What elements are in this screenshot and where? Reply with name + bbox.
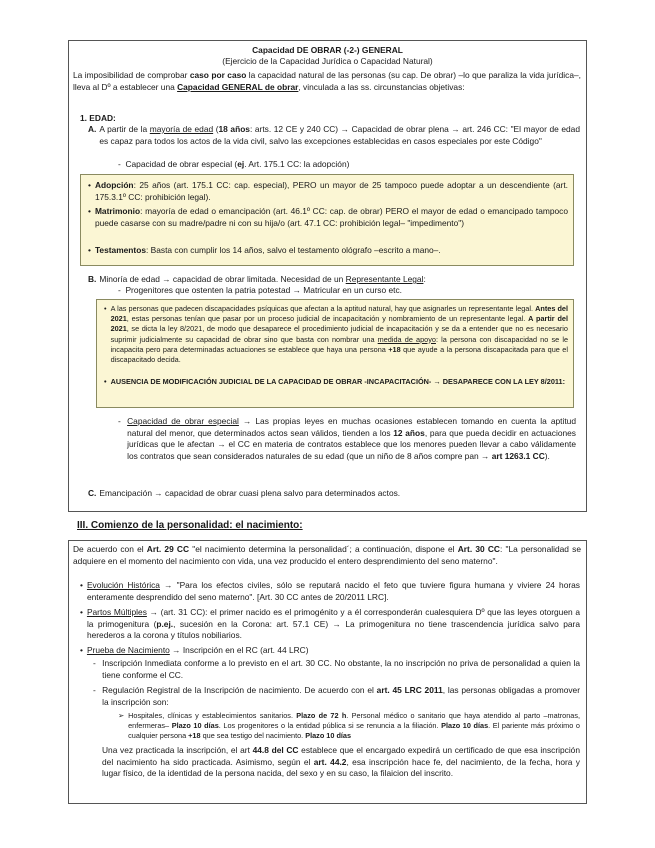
testamentos-item: • Testamentos: Basta con cumplir los 14 años, salvo el testamento ológrafo –escrito a mano–. xyxy=(88,245,441,255)
section-b: B. Minoría de edad → capacidad de obrar limitada. Necesidad de un Representante Legal: xyxy=(88,274,426,284)
section-a: A. A partir de la mayoría de edad (18 años: arts. 12 CE y 240 CC) → Capacidad de obrar plena → art. 246 CC: "El mayor de edad es capaz para todos los actos de la vida civil, salvo las excepciones establecidas en casos especiales por este Código" xyxy=(88,124,580,146)
matrimonio-item: • Matrimonio: mayoría de edad o emancipación (art. 46.1º CC: cap. de obrar) PERO el mayor de edad o emancipado tampoco puede casarse con su madre/padre ni con su hija/o (art. 47.1 CC: prohibición legal– "impedimento") xyxy=(88,206,568,228)
discapacidad-item: • A las personas que padecen discapacidades psíquicas que afectan a la aptitud natural, hay que asignarles un representante legal. Antes del 2021, estas personas tenían que pasar por un proceso judicial de incapacitación y nombramiento de un representante legal. A partir del 2021, se dicta la ley 8/2021, de modo que desaparece el procedimiento judicial de incapacitación y se da a entender que no es necesario suprimir judicialmente su capacidad de obrar sino que basta con nombrar una medida de apoyo: la persona con discapacidad no se le incapacita pero para determinadas actuaciones se establece que haya una persona +18 que ayude a la persona discapacitada para que el discapacitado decida. xyxy=(104,304,569,365)
personas-obligadas-item: ➢ Hospitales, clínicas y establecimientos sanitarios. Plazo de 72 h. Personal médico o sanitario que haya atendido al parto –matronas, enfermeras– Plazo 10 días. Los progenitores o la entidad pública si se renuncia a la filiación. Plazo 10 días. El pariente más próximo o cualquier persona +18 que sea testigo del nacimiento. Plazo 10 días xyxy=(118,711,580,741)
adopcion-item: • Adopción: 25 años (art. 175.1 CC: cap. especial), PERO un mayor de 25 tampoco puede adoptar a un descendiente (art. 175.3.1º CC: prohibición legal). xyxy=(88,180,568,202)
section-a-sub: - Capacidad de obrar especial (ej. Art. 175.1 CC: la adopción) xyxy=(118,159,350,169)
box1-title: Capacidad DE OBRAR (-2-) GENERAL xyxy=(252,45,403,55)
capacidad-especial-item: - Capacidad de obrar especial → Las propias leyes en muchas ocasiones establecen tomando en cuenta la aptitud natural del menor, que determinados actos sean válidos, tienden a los 12 años, para que pueda decidir en actuaciones jurídicas que le afectan → el CC en materia de contratos establece que los menores pueden llevar a cabo válidamente los contratos que sean considerados naturales de su edad (que un niño de 8 años compre pan → art 1263.1 CC). xyxy=(118,416,576,461)
section-c: C. Emancipación → capacidad de obrar cuasi plena salvo para determinados actos. xyxy=(88,488,401,498)
partos-item: • Partos Múltiples → (art. 31 CC): el primer nacido es el primogénito y a él corresponderán cualesquiera Dº que las leyes otorguen a la primogenitura (p.ej., sucesión en la Corona: art. 57.1 CE) → La primogenitura no tiene trascendencia jurídica salvo para herederos a la corona y títulos nobiliarios. xyxy=(80,607,581,640)
evolucion-item: • Evolución Histórica → "Para los efectos civiles, sólo se reputará nacido el feto que tuviere figura humana y viviere 24 horas enteramente desprendido del seno materno". [Art. 30 CC antes de 20/2011 LRC]. xyxy=(80,580,580,602)
regulacion-registral-item: - Regulación Registral de la Inscripción de nacimiento. De acuerdo con el art. 45 LRC 2011, las personas obligadas a promover la inscripción son: xyxy=(93,685,581,707)
ausencia-item: • AUSENCIA DE MODIFICACIÓN JUDICIAL DE LA CAPACIDAD DE OBRAR -INCAPACITACIÓN- → DESAPARECE CON LA LEY 8/2011: xyxy=(104,377,566,386)
section-iii-heading: III. Comienzo de la personalidad: el nacimiento: xyxy=(77,520,303,531)
section-b-sub: - Progenitores que ostenten la patria potestad → Matricular en un curso etc. xyxy=(118,285,402,295)
box2-intro: De acuerdo con el Art. 29 CC "el nacimiento determina la personalidad´; a continuación, dispone el Art. 30 CC: "La personalidad se adquiere en el momento del nacimiento con vida, una vez producido el entero desprendimiento del seno materno". xyxy=(73,544,581,566)
box1-intro: La imposibilidad de comprobar caso por caso la capacidad natural de las personas (su cap. De obrar) –lo que paraliza la vida jurídica–, lleva al Dº a establecer una Capacidad GENERAL de obrar, vinculada a las ss. circunstancias objetivas: xyxy=(73,70,581,92)
edad-heading: 1. EDAD: xyxy=(80,113,116,123)
certificado-paragraph: Una vez practicada la inscripción, el art 44.8 del CC establece que el encargado expedirá un certificado de que esa inscripción del nacimiento ha sido practicada. Asimismo, según el art. 44.2, esa inscripción hace fe, del nacimiento, de la fecha, hora y lugar físico, de la identidad de la persona nacida, del sexo y en su caso, la filaicion del inscrito. xyxy=(102,745,580,778)
inscripcion-inmediata-item: - Inscripción Inmediata conforme a lo previsto en el art. 30 CC. No obstante, la no inscripción no priva de personalidad a quien la tiene conforme el CC. xyxy=(93,658,580,680)
box1-subtitle: (Ejercicio de la Capacidad Jurídica o Capacidad Natural) xyxy=(222,56,433,66)
prueba-item: • Prueba de Nacimiento → Inscripción en el RC (art. 44 LRC) xyxy=(80,645,309,655)
